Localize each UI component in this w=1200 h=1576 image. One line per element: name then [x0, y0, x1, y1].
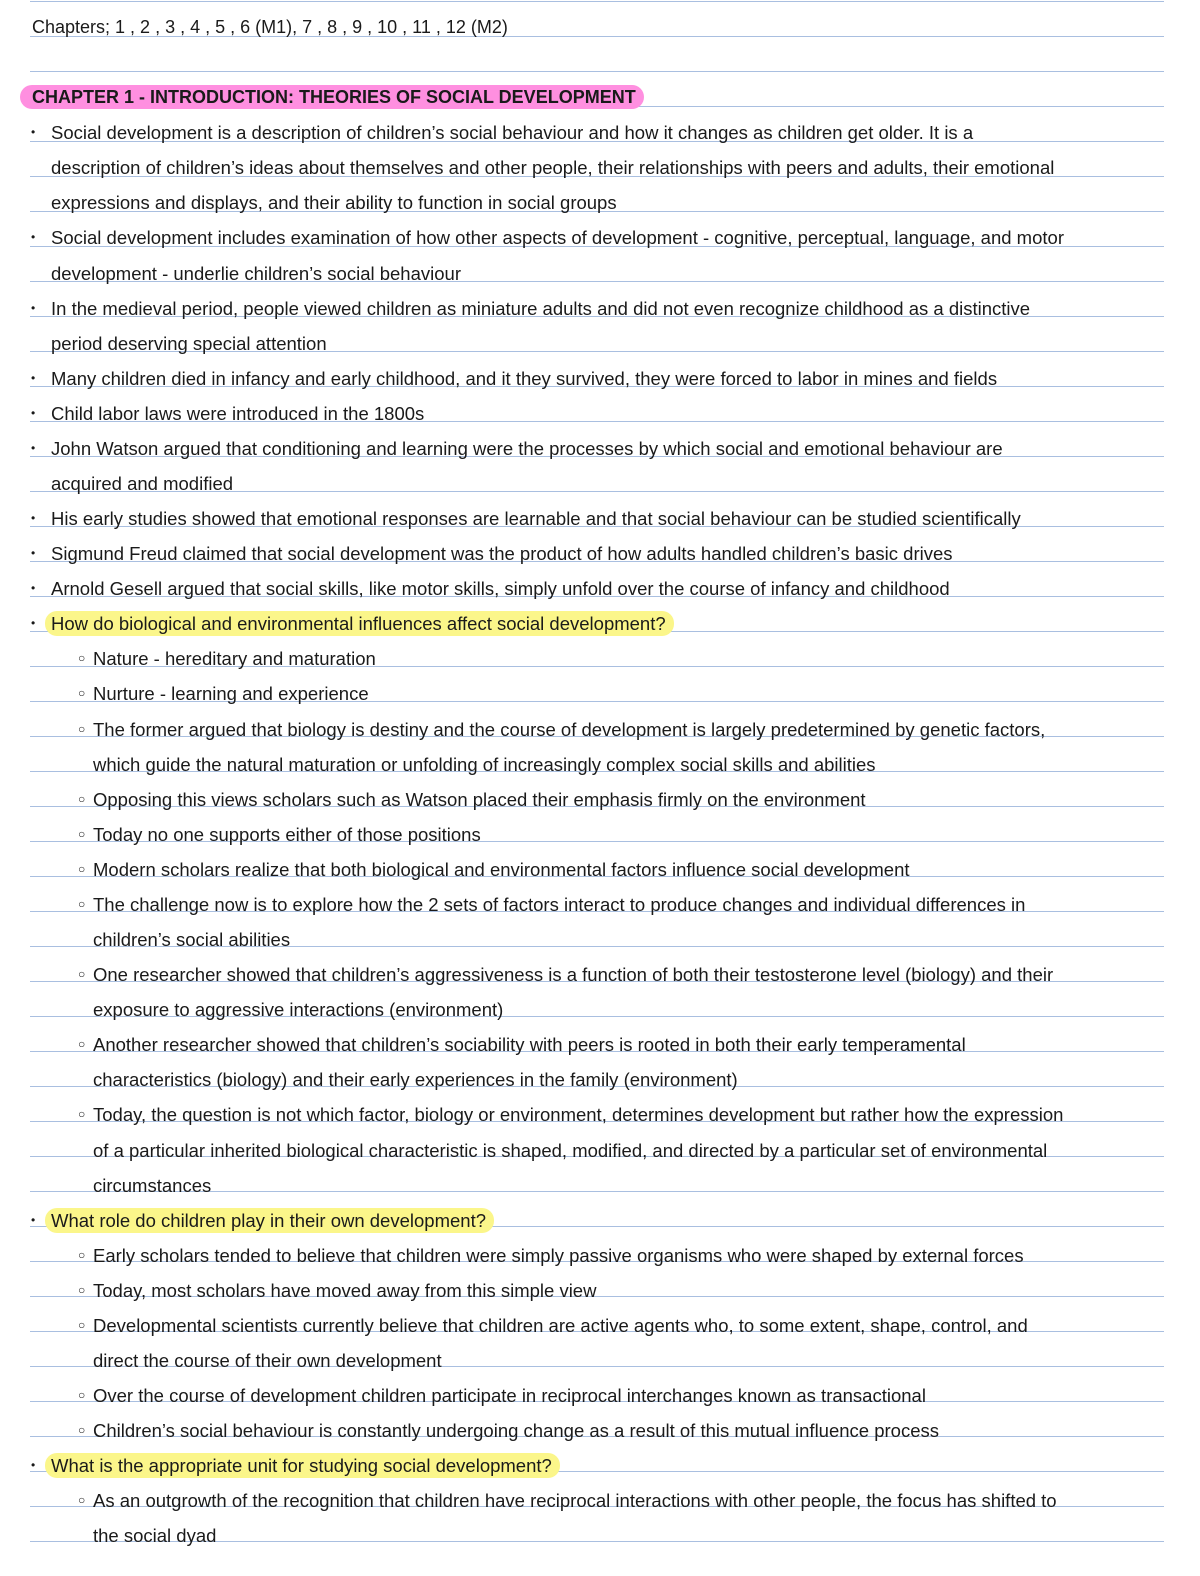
- bullet-icon: •: [31, 370, 36, 385]
- list-item-continuation: [0, 466, 1200, 501]
- sub-list-item-text: Over the course of development children participate in reciprocal interchanges known as transactional: [93, 1385, 926, 1407]
- sub-list-item: [0, 852, 1200, 887]
- list-item: [0, 501, 1200, 536]
- list-item-continuation: [0, 326, 1200, 361]
- list-item: [0, 291, 1200, 326]
- bullet-icon: •: [31, 1458, 36, 1473]
- sub-list-item-continuation: [0, 1168, 1200, 1203]
- chapter-1-title: CHAPTER 1 - INTRODUCTION: THEORIES OF SOCIAL DEVELOPMENT: [20, 85, 644, 109]
- list-item-text: acquired and modified: [51, 473, 234, 495]
- sub-list-item: [0, 1027, 1200, 1062]
- circle-bullet-icon: ○: [78, 1247, 86, 1262]
- sub-list-item-text: of a particular inherited biological characteristic is shaped, modified, and directed by a particular set of environmental: [93, 1139, 1048, 1161]
- list-item-continuation: [0, 185, 1200, 220]
- circle-bullet-icon: ○: [78, 1423, 86, 1438]
- list-item: [0, 220, 1200, 255]
- sub-list-item: [0, 887, 1200, 922]
- circle-bullet-icon: ○: [78, 826, 86, 841]
- circle-bullet-icon: ○: [78, 1037, 86, 1052]
- sub-list-item-text: which guide the natural maturation or unfolding of increasingly complex social skills and abilities: [93, 753, 876, 775]
- sub-list-item: [0, 1413, 1200, 1448]
- list-item-text: In the medieval period, people viewed children as miniature adults and did not even recognize childhood as a distinctive: [51, 297, 1031, 319]
- list-item-text: expressions and displays, and their ability to function in social groups: [51, 192, 617, 214]
- bullet-icon: •: [31, 125, 36, 140]
- list-item-text: Child labor laws were introduced in the 1800s: [51, 402, 425, 424]
- blank-line: [0, 45, 1200, 80]
- sub-list-item-continuation: [0, 1343, 1200, 1378]
- list-item-text: description of children’s ideas about themselves and other people, their relationships with peers and adults, their emotional: [51, 157, 1055, 179]
- sub-list-item: [0, 1308, 1200, 1343]
- sub-list-item: [0, 817, 1200, 852]
- chapter-heading: [0, 80, 1200, 115]
- question-text: What role do children play in their own development?: [45, 1208, 494, 1233]
- sub-list-item-text: direct the course of their own development: [93, 1349, 442, 1371]
- list-item-text: John Watson argued that conditioning and learning were the processes by which social and emotional behaviour are: [51, 437, 1003, 459]
- sub-list-item-text: Today, most scholars have moved away from this simple view: [93, 1279, 597, 1301]
- sub-list-item-text: Nature - hereditary and maturation: [93, 648, 376, 670]
- sub-list-item-continuation: [0, 1133, 1200, 1168]
- sub-list-item-text: the social dyad: [93, 1525, 217, 1547]
- circle-bullet-icon: ○: [78, 791, 86, 806]
- circle-bullet-icon: ○: [78, 1493, 86, 1508]
- sub-list-item-text: The challenge now is to explore how the 2 sets of factors interact to produce changes and individual differences in: [93, 893, 1026, 915]
- list-item-continuation: [0, 256, 1200, 291]
- circle-bullet-icon: ○: [78, 861, 86, 876]
- bullet-icon: •: [31, 440, 36, 455]
- circle-bullet-icon: ○: [78, 1388, 86, 1403]
- sub-list-item-text: Another researcher showed that children’s sociability with peers is rooted in both their early temperamental: [93, 1034, 966, 1056]
- sub-list-item-continuation: [0, 1518, 1200, 1553]
- list-item-text: period deserving special attention: [51, 332, 327, 354]
- bullet-icon: •: [31, 405, 36, 420]
- circle-bullet-icon: ○: [78, 896, 86, 911]
- sub-list-item-text: children’s social abilities: [93, 929, 291, 951]
- sub-list-item: [0, 782, 1200, 817]
- circle-bullet-icon: ○: [78, 1107, 86, 1122]
- question-text: How do biological and environmental influences affect social development?: [45, 611, 674, 636]
- bullet-icon: •: [31, 300, 36, 315]
- sub-list-item-continuation: [0, 992, 1200, 1027]
- sub-list-item-text: Modern scholars realize that both biological and environmental factors influence social development: [93, 858, 910, 880]
- list-item-text: Arnold Gesell argued that social skills, like motor skills, simply unfold over the course of infancy and childhood: [51, 578, 950, 600]
- sub-list-item: [0, 676, 1200, 711]
- sub-list-item-text: As an outgrowth of the recognition that children have reciprocal interactions with other people, the focus has shifted to: [93, 1490, 1057, 1512]
- sub-list-item-text: One researcher showed that children’s aggressiveness is a function of both their testosterone level (biology) and their: [93, 964, 1054, 986]
- sub-list-item: [0, 1097, 1200, 1132]
- circle-bullet-icon: ○: [78, 967, 86, 982]
- sub-list-item-text: Children’s social behaviour is constantly undergoing change as a result of this mutual influence process: [93, 1420, 940, 1442]
- notes-body: [0, 10, 1200, 1553]
- sub-list-item-text: Developmental scientists currently believe that children are active agents who, to some extent, shape, control, and: [93, 1314, 1028, 1336]
- sub-list-item: [0, 1273, 1200, 1308]
- bullet-icon: •: [31, 511, 36, 526]
- sub-list-item-continuation: [0, 1062, 1200, 1097]
- sub-list-item-text: characteristics (biology) and their early experiences in the family (environment): [93, 1069, 738, 1091]
- list-item-text: Social development includes examination of how other aspects of development - cognitive, perceptual, language, and motor: [51, 227, 1064, 249]
- sub-list-item-text: Nurture - learning and experience: [93, 683, 369, 705]
- list-item-text: Social development is a description of children’s social behaviour and how it changes as children get older. It is a: [51, 122, 974, 144]
- list-item-text: development - underlie children’s social behaviour: [51, 262, 461, 284]
- sub-list-item-text: Today, the question is not which factor, biology or environment, determines development but rather how the expression: [93, 1104, 1064, 1126]
- circle-bullet-icon: ○: [78, 1317, 86, 1332]
- list-item: [0, 115, 1200, 150]
- sub-list-item-text: Early scholars tended to believe that children were simply passive organisms who were shaped by external forces: [93, 1244, 1024, 1266]
- list-item: [0, 536, 1200, 571]
- circle-bullet-icon: ○: [78, 651, 86, 666]
- list-item: [0, 571, 1200, 606]
- list-item-continuation: [0, 150, 1200, 185]
- sub-list-item-text: Opposing this views scholars such as Watson placed their emphasis firmly on the environment: [93, 788, 866, 810]
- question-item: [0, 606, 1200, 641]
- chapters-text: Chapters; 1 , 2 , 3 , 4 , 5 , 6 (M1), 7 , 8 , 9 , 10 , 11 , 12 (M2): [32, 17, 508, 37]
- sub-list-item: [0, 957, 1200, 992]
- sub-list-item-continuation: [0, 747, 1200, 782]
- circle-bullet-icon: ○: [78, 721, 86, 736]
- bullet-icon: •: [31, 616, 36, 631]
- circle-bullet-icon: ○: [78, 1282, 86, 1297]
- sub-list-item: [0, 1483, 1200, 1518]
- list-item: [0, 431, 1200, 466]
- sub-list-item-text: circumstances: [93, 1174, 212, 1196]
- chapters-line: [0, 10, 1200, 45]
- bullet-icon: •: [31, 230, 36, 245]
- circle-bullet-icon: ○: [78, 686, 86, 701]
- list-item-text: Many children died in infancy and early childhood, and it they survived, they were forced to labor in mines and fields: [51, 367, 998, 389]
- question-item: [0, 1448, 1200, 1483]
- sub-list-item-text: exposure to aggressive interactions (environment): [93, 999, 504, 1021]
- sub-list-item-text: The former argued that biology is destiny and the course of development is largely predetermined by genetic factors,: [93, 718, 1046, 740]
- sub-list-item-text: Today no one supports either of those positions: [93, 823, 481, 845]
- list-item-text: Sigmund Freud claimed that social development was the product of how adults handled children’s basic drives: [51, 543, 953, 565]
- sub-list-item: [0, 641, 1200, 676]
- list-item: [0, 396, 1200, 431]
- bullet-icon: •: [31, 581, 36, 596]
- question-item: [0, 1203, 1200, 1238]
- bullet-icon: •: [31, 1212, 36, 1227]
- sub-list-item: [0, 1238, 1200, 1273]
- sub-list-item: [0, 1378, 1200, 1413]
- bullet-icon: •: [31, 546, 36, 561]
- question-text: What is the appropriate unit for studying social development?: [45, 1453, 560, 1478]
- sub-list-item-continuation: [0, 922, 1200, 957]
- list-item-text: His early studies showed that emotional responses are learnable and that social behaviour can be studied scientifically: [51, 508, 1021, 530]
- sub-list-item: [0, 712, 1200, 747]
- list-item: [0, 361, 1200, 396]
